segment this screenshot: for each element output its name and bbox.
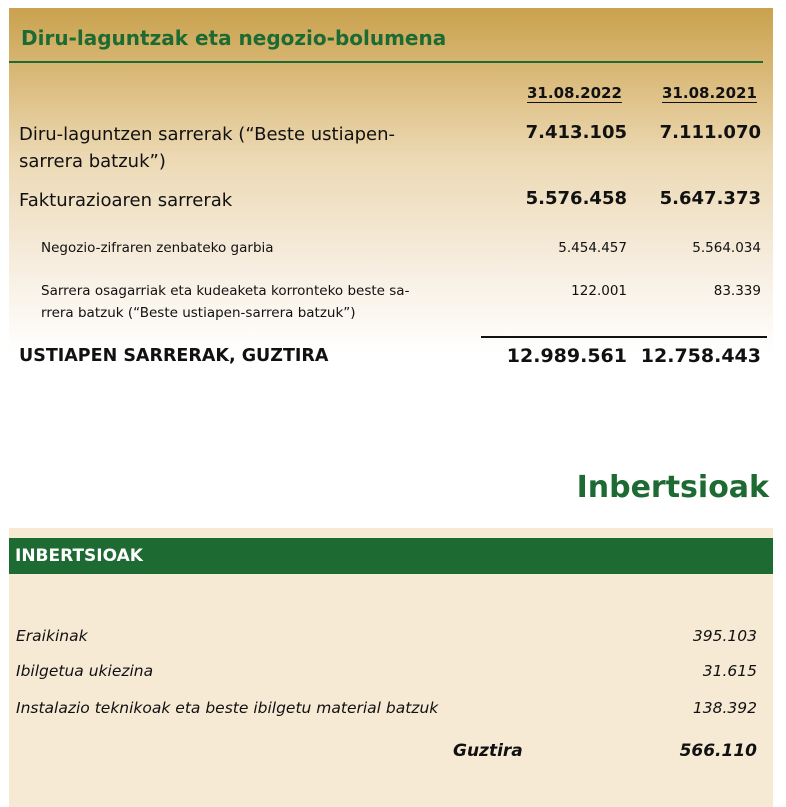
column-header-2022: 31.08.2022 <box>527 84 622 102</box>
row-value-2021: 5.647.373 <box>659 188 761 209</box>
section-heading: Inbertsioak <box>576 470 769 505</box>
total-value-2021: 12.758.443 <box>640 345 761 367</box>
investment-value: 395.103 <box>692 627 757 645</box>
row-label-line: Negozio-zifraren zenbateko garbia <box>41 240 274 256</box>
total-divider <box>481 336 767 338</box>
row-label-line: rrera batzuk (“Beste ustiapen-sarrera batzuk”) <box>41 305 356 321</box>
row-value-2022: 122.001 <box>571 283 627 299</box>
row-value-2022: 7.413.105 <box>525 122 627 143</box>
investment-total-label: Guztira <box>453 741 523 761</box>
investment-value: 138.392 <box>692 699 757 717</box>
title-divider <box>9 61 763 63</box>
investment-label: Instalazio teknikoak eta beste ibilgetu material batzuk <box>16 699 439 717</box>
investment-label: Ibilgetua ukiezina <box>16 662 154 680</box>
investment-label: Eraikinak <box>16 627 88 645</box>
row-value-2021: 5.564.034 <box>692 240 761 256</box>
investments-header-label: INBERTSIOAK <box>15 546 143 566</box>
row-value-2022: 5.454.457 <box>558 240 627 256</box>
row-label-line: Diru-laguntzen sarrerak (“Beste ustiapen- <box>19 124 396 145</box>
total-value-2022: 12.989.561 <box>506 345 627 367</box>
row-label-line: Fakturazioaren sarrerak <box>19 190 233 211</box>
panel-title: Diru-laguntzak eta negozio-bolumena <box>21 26 447 50</box>
row-label-line: Sarrera osagarriak eta kudeaketa korronteko beste sa- <box>41 283 410 299</box>
total-label: USTIAPEN SARRERAK, GUZTIRA <box>19 346 329 366</box>
investments-panel <box>9 528 773 807</box>
row-value-2021: 7.111.070 <box>659 122 761 143</box>
column-header-2021: 31.08.2021 <box>662 84 757 102</box>
investment-total-value: 566.110 <box>679 741 757 761</box>
row-label-line: sarrera batzuk”) <box>19 151 166 172</box>
revenue-panel <box>9 8 773 380</box>
investments-header-bar <box>9 538 773 574</box>
row-value-2022: 5.576.458 <box>525 188 627 209</box>
investment-value: 31.615 <box>702 662 757 680</box>
row-value-2021: 83.339 <box>713 283 761 299</box>
